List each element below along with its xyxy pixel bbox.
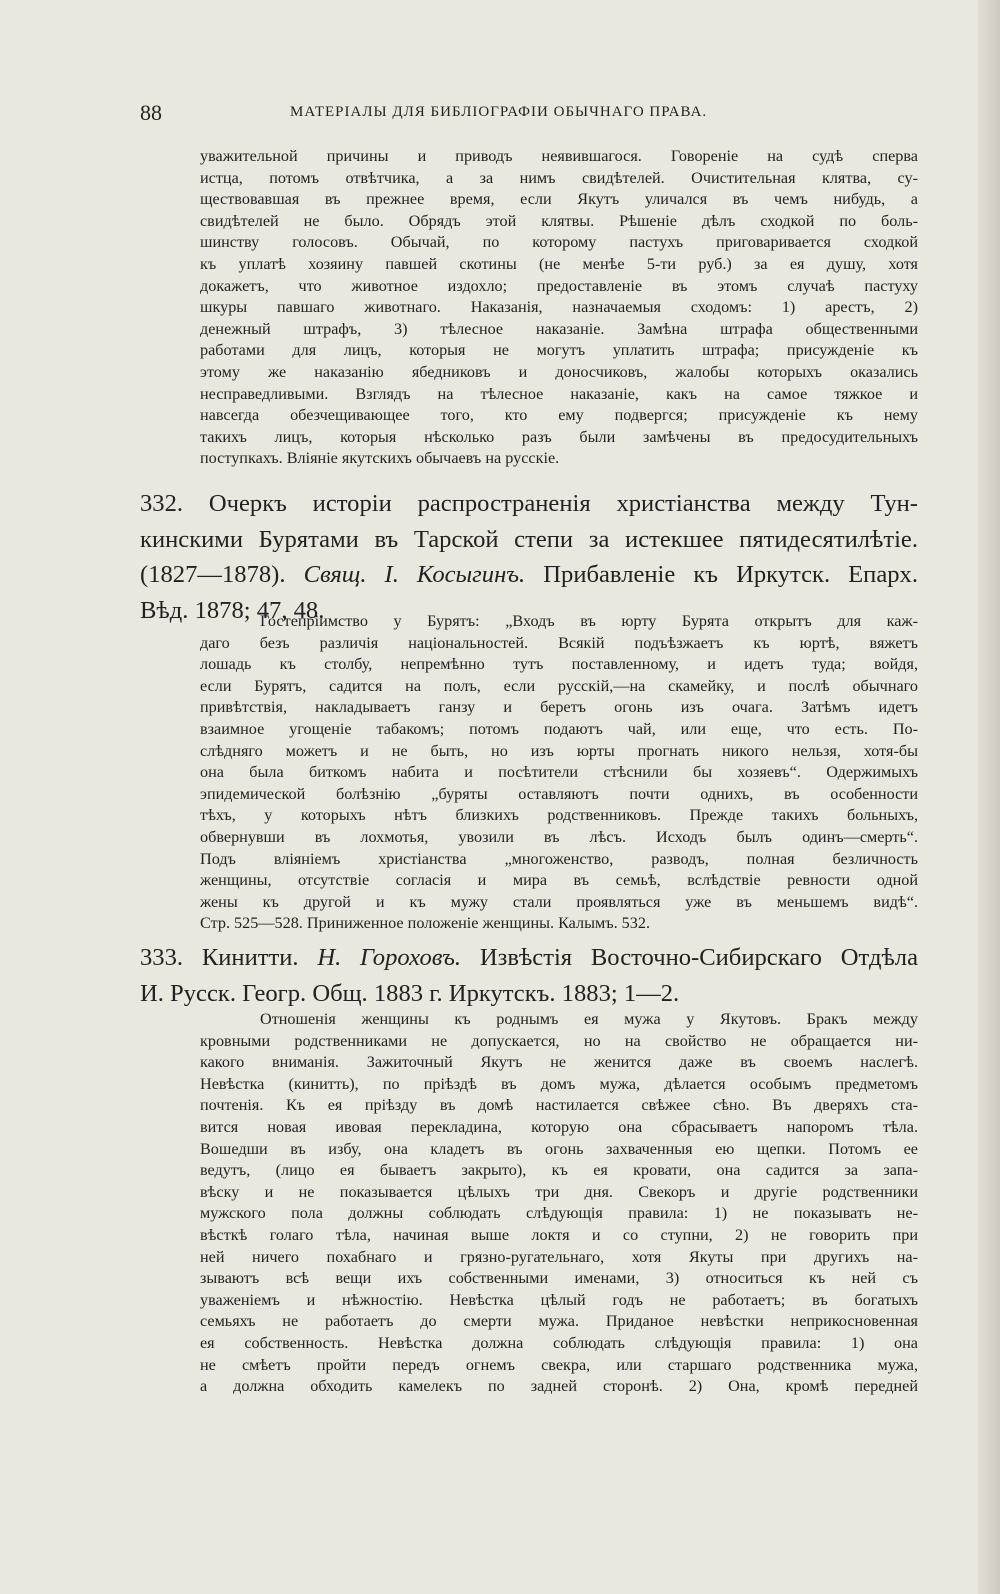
text-line: мужского пола должны соблюдать слѣдующія правила: 1) не показывать не-: [200, 1204, 918, 1223]
text-line: семьяхъ не работаетъ до смерти мужа. Приданое невѣстки неприкосновенная: [200, 1312, 918, 1331]
heading-line: Вѣд. 1878; 47, 48.: [140, 596, 325, 624]
page-edge: [978, 0, 1000, 1594]
text-line: уваженіемъ и нѣжностію. Невѣстка цѣлый годъ не работаетъ; въ богатыхъ: [200, 1290, 918, 1309]
page-number: 88: [140, 100, 162, 125]
text-line: денежный штрафъ, 3) тѣлесное наказаніе. Замѣна штрафа общественными: [200, 319, 918, 338]
text-line: вится новая ивовая перекладина, которую она сбрасываетъ напоромъ тѣла.: [200, 1117, 918, 1136]
author-name: Свящ. І. Косыгинъ.: [303, 561, 526, 588]
heading-line: (1827—1878). Свящ. І. Косыгинъ. Прибавленіе къ Иркутск. Епарх.: [140, 561, 918, 588]
text-line: истца, потомъ отвѣтчика, а за нимъ свидѣтелей. Очистительная клятва, су-: [200, 168, 918, 187]
heading-line: кинскими Бурятами въ Тарской степи за истекшее пятидесятилѣтіе.: [140, 525, 918, 553]
text-line: вѣсткѣ голаго тѣла, начиная выше локтя и со ступни, 2) не говорить при: [200, 1225, 918, 1244]
text-line: женщины, отсутствіе согласія и мира въ семьѣ, вслѣдствіе ревности одной: [200, 871, 918, 890]
entry-333-heading: [140, 940, 918, 1011]
text-line: она была биткомъ набита и посѣтители стѣснили бы хозяевъ“. Одержимыхъ: [200, 763, 918, 782]
text-line: обвернувши въ лохмотья, увозили въ лѣсъ. Исходъ былъ одинъ—смерть“.: [200, 827, 918, 846]
text-line: лошадь къ столбу, непремѣнно тутъ поставленному, и идетъ туда; войдя,: [200, 655, 918, 674]
text-line: тѣхъ, у которыхъ нѣтъ близкихъ родственниковъ. Прежде такихъ больныхъ,: [200, 806, 918, 825]
text-line: жены къ другой и къ мужу стали проявляться уже въ меньшемъ видѣ“.: [200, 892, 918, 911]
text-line: кровными родственниками не допускается, но на свойство не обращается ни-: [200, 1031, 918, 1050]
text-line: работами для лицъ, которыя не могутъ уплатить штрафа; присужденіе къ: [200, 341, 918, 360]
text-line: уважительной причины и приводъ неявившагося. Говореніе на судѣ сперва: [200, 147, 918, 165]
text-line: ней ничего похабнаго и грязно-ругательнаго, хотя Якуты при другихъ на-: [200, 1247, 918, 1266]
text-line: вѣску и не показывается цѣлыхъ три дня. Свекоръ и другіе родственники: [200, 1182, 918, 1201]
text-line: а должна обходить камелекъ по задней сторонѣ. 2) Она, кромѣ передней: [200, 1377, 918, 1396]
text-line: навсегда обезчещивающее того, кто ему подвергся; присужденіе къ нему: [200, 406, 918, 425]
running-title: МАТЕРІАЛЫ ДЛЯ БИБЛІОГРАФІИ ОБЫЧНАГО ПРАВА.: [290, 104, 708, 120]
page-header: [140, 100, 780, 130]
text-line: Подъ вліяніемъ христіанства „многоженство, разводъ, полная безличность: [200, 849, 918, 868]
text-line: къ уплатѣ хозяину павшей скотины (не менѣе 5-ти руб.) за ея душу, хотя: [200, 254, 918, 273]
text-line: какого вниманія. Зажиточный Якутъ не женится даже въ своемъ наслегѣ.: [200, 1053, 918, 1072]
heading-line: И. Русск. Геогр. Общ. 1883 г. Иркутскъ. 1883; 1—2.: [140, 979, 680, 1007]
text-line: поступкахъ. Вліяніе якутскихъ обычаевъ на русскіе.: [200, 449, 560, 468]
author-name: Н. Гороховъ.: [317, 944, 462, 971]
text-line: ведутъ, (лицо ея бываетъ закрыто), къ ея кровати, она садится за запа-: [200, 1161, 918, 1180]
text-line: ществовавшая въ прежнее время, если Якутъ уличался въ чемъ нибудь, а: [200, 190, 918, 209]
text-line: шкуры павшаго животнаго. Наказанія, назначаемыя сходомъ: 1) арестъ, 2): [200, 298, 918, 317]
text-line: такихъ лицъ, которыя нѣсколько разъ были замѣчены въ предосудительныхъ: [200, 427, 918, 446]
text-line: Невѣстка (кинитть), по пріѣздѣ въ домъ мужа, дѣлается особымъ предметомъ: [200, 1074, 918, 1093]
text-line: взаимное угощеніе табакомъ; потомъ подаютъ чай, или еще, что есть. По-: [200, 719, 918, 738]
text-line: свидѣтелей не было. Обрядъ этой клятвы. Рѣшеніе дѣлъ сходкой по боль-: [200, 211, 918, 230]
text-line: шинству голосовъ. Обычай, по которому пастухъ приговаривается сходкой: [200, 233, 918, 252]
text-line: не смѣетъ пройти передъ огнемъ свекра, или старшаго родственника мужа,: [200, 1355, 918, 1374]
heading-line: 333. Кинитти. Н. Гороховъ. Извѣстія Восточно-Сибирскаго Отдѣла: [140, 944, 918, 971]
text-line: Стр. 525—528. Приниженное положеніе женщины. Калымъ. 532.: [200, 914, 651, 933]
entry-332-body: [200, 611, 918, 935]
text-line: несправедливыми. Взглядъ на тѣлесное наказаніе, какъ на самое тяжкое и: [200, 384, 918, 403]
text-line: почтенія. Къ ея пріѣзду въ домѣ настилается свѣжее сѣно. Въ дверяхъ ста-: [200, 1096, 918, 1115]
text-line: этому же наказанію ябедниковъ и доносчиковъ, жалобы которыхъ оказались: [200, 362, 918, 381]
text-line: эпидемической болѣзнію „буряты оставляютъ почти однихъ, въ особенности: [200, 784, 918, 803]
text-line: привѣтствія, накладываетъ ганзу и беретъ огонь изъ очага. Затѣмъ идетъ: [200, 698, 918, 717]
heading-line: 332. Очеркъ исторіи распространенія христіанства между Тун-: [140, 490, 918, 517]
entry-332-heading: [140, 486, 918, 628]
text-line: если Бурятъ, садится на полъ, если русскій,—на скамейку, и послѣ обычнаго: [200, 676, 918, 695]
text-line: Гостепріимство у Бурятъ: „Входъ въ юрту Бурята открытъ для каж-: [260, 612, 918, 630]
intro-paragraph: [200, 146, 918, 470]
text-line: докажетъ, что животное издохло; предоставленіе въ этомъ случаѣ пастуху: [200, 276, 918, 295]
text-line: даго безъ различія національностей. Всякій подъѣзжаетъ къ юртѣ, вяжетъ: [200, 633, 918, 652]
text-line: слѣдняго можетъ и не быть, но изъ юрты прогнать никого нельзя, хотя-бы: [200, 741, 918, 760]
text-line: Отношенія женщины къ роднымъ ея мужа у Якутовъ. Бракъ между: [260, 1010, 918, 1028]
text-line: зываютъ всѣ вещи ихъ собственными именами, 3) относиться къ ней съ: [200, 1269, 918, 1288]
text-line: ея собственность. Невѣстка должна соблюдать слѣдующія правила: 1) она: [200, 1333, 918, 1352]
text-line: Вошедши въ избу, она кладетъ въ огонь захваченныя ею щепки. Потомъ ее: [200, 1139, 918, 1158]
entry-333-body: [200, 1009, 918, 1398]
